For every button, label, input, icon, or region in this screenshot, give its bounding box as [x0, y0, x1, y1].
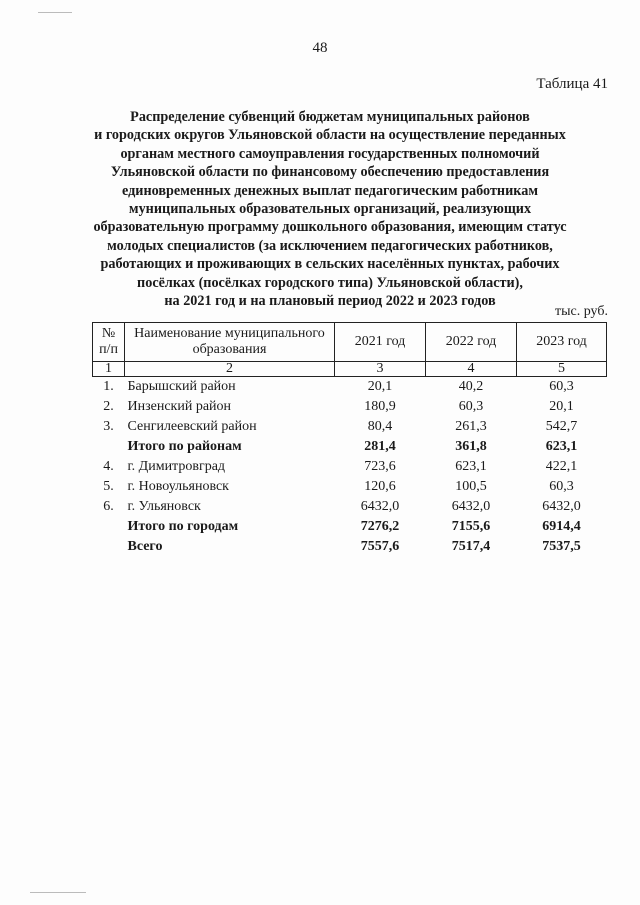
title-line: посёлках (посёлках городского типа) Ульяновской области), [137, 274, 523, 291]
title-line: органам местного самоуправления государственных полномочий [120, 145, 540, 162]
value-2021: 6432,0 [360, 499, 400, 514]
title-line: Ульяновской области по финансовому обеспечению предоставления [110, 164, 550, 181]
value-2023: 60,3 [549, 479, 574, 494]
value-2023: 422,1 [545, 459, 578, 474]
municipality-name: г. Новоульяновск [127, 479, 229, 494]
value-2021: 20,1 [367, 379, 393, 394]
municipality-name: Сенгилеевский район [127, 419, 257, 434]
header-name: Наименование муниципального образования [125, 323, 335, 362]
scan-artifact [38, 12, 72, 13]
row-number: 2. [103, 399, 114, 414]
table-row [93, 397, 607, 417]
municipality-name: г. Димитровград [127, 459, 226, 474]
value-2023: 20,1 [549, 399, 574, 414]
value-2022: 261,3 [455, 419, 487, 434]
column-number: 1 [93, 362, 125, 377]
row-number: 6. [103, 499, 114, 514]
row-number: 3. [103, 419, 114, 434]
municipality-name: Барышский район [127, 379, 236, 394]
header-2021: 2021 год [335, 323, 426, 362]
title-line: единовременных денежных выплат педагогическим работникам [121, 182, 538, 199]
title-line: Распределение субвенций бюджетам муниципальных районов [130, 109, 530, 125]
value-2021: 180,9 [364, 399, 396, 414]
title-line: и городских округов Ульяновской области на осуществление переданных [94, 127, 566, 144]
header-2023: 2023 год [517, 323, 607, 362]
units-label: тыс. руб. [555, 304, 608, 319]
subvention-table [92, 322, 607, 557]
value-2021: 120,6 [364, 479, 396, 494]
table-title [60, 108, 600, 310]
row-number: 4. [103, 459, 114, 474]
value-2023: 542,7 [545, 419, 578, 434]
value-2021: 7276,2 [360, 519, 400, 534]
column-number: 5 [517, 362, 607, 377]
page-number: 48 [312, 40, 328, 56]
table-row [93, 417, 607, 437]
subtotal-label: Итого по районам [127, 439, 242, 454]
grand-total-row [93, 537, 607, 557]
municipality-name: г. Ульяновск [127, 499, 201, 514]
header-num: № п/п [93, 323, 125, 362]
title-line: молодых специалистов (за исключением педагогических работников, [107, 237, 553, 254]
value-2023: 60,3 [549, 379, 574, 394]
row-number [93, 437, 125, 457]
value-2023: 623,1 [545, 439, 578, 454]
table-row [93, 457, 607, 477]
title-line: муниципальных образовательных организаций, реализующих [128, 201, 532, 218]
title-line: на 2021 год и на плановый период 2022 и 2023 годов [164, 293, 496, 310]
row-number: 5. [103, 479, 114, 494]
municipality-name: Инзенский район [127, 399, 232, 414]
row-number: 1. [103, 379, 114, 394]
value-2023: 6914,4 [542, 519, 581, 534]
subtotal-row-districts [93, 437, 607, 457]
column-number-row [93, 362, 607, 377]
value-2022: 6432,0 [451, 499, 491, 514]
value-2023: 7537,5 [542, 539, 581, 554]
row-number [93, 537, 125, 557]
table-label: Таблица 41 [536, 76, 608, 92]
value-2023: 6432,0 [542, 499, 581, 514]
header-row [93, 323, 607, 362]
column-number: 4 [426, 362, 517, 377]
value-2022: 60,3 [458, 399, 484, 414]
value-2022: 40,2 [458, 379, 484, 394]
subtotal-label: Итого по городам [127, 519, 239, 534]
value-2021: 723,6 [364, 459, 396, 474]
table-row [93, 477, 607, 497]
title-line: образовательную программу дошкольного образования, имеющим статус [93, 219, 567, 236]
scan-artifact [30, 892, 86, 893]
value-2022: 100,5 [455, 479, 487, 494]
column-number: 2 [125, 362, 335, 377]
value-2021: 7557,6 [360, 539, 400, 554]
table-row [93, 377, 607, 398]
value-2022: 623,1 [455, 459, 487, 474]
grand-total-label: Всего [127, 539, 163, 554]
row-number [93, 517, 125, 537]
value-2022: 361,8 [455, 439, 487, 454]
header-2022: 2022 год [426, 323, 517, 362]
value-2022: 7155,6 [451, 519, 491, 534]
title-line: работающих и проживающих в сельских населённых пунктах, рабочих [100, 256, 560, 273]
column-number: 3 [335, 362, 426, 377]
value-2021: 281,4 [364, 439, 396, 454]
subtotal-row-cities [93, 517, 607, 537]
value-2021: 80,4 [367, 419, 393, 434]
value-2022: 7517,4 [451, 539, 491, 554]
table-row [93, 497, 607, 517]
